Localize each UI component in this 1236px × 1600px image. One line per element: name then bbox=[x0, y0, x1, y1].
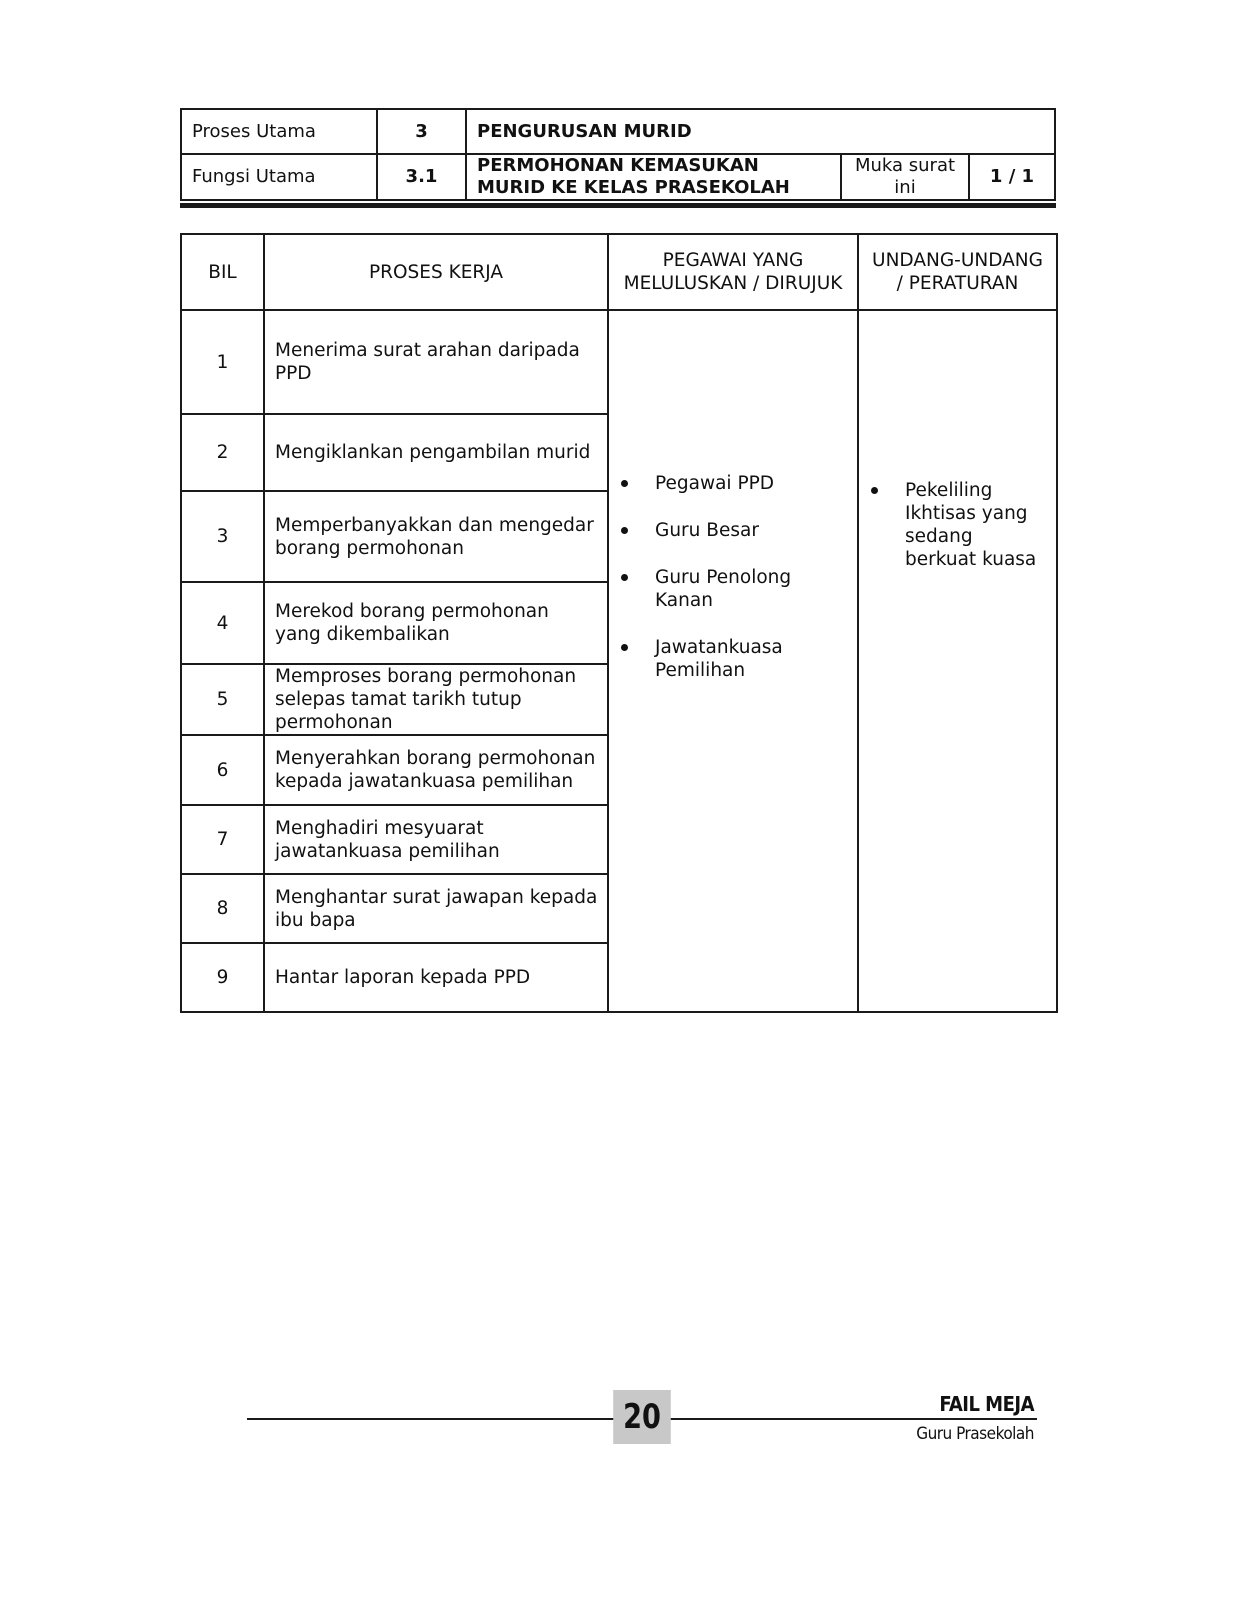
pegawai-cell bbox=[608, 310, 858, 1012]
row-number: 6 bbox=[181, 735, 264, 805]
muka-surat-value: 1 / 1 bbox=[969, 154, 1055, 200]
row-number: 1 bbox=[181, 310, 264, 414]
list-item: Guru Penolong Kanan bbox=[609, 566, 847, 612]
row-process: Memperbanyakkan dan mengedar borang permohonan bbox=[264, 491, 608, 582]
table-row bbox=[181, 310, 1057, 414]
column-header-undang: UNDANG-UNDANG / PERATURAN bbox=[858, 234, 1057, 310]
proses-utama-title: PENGURUSAN MURID bbox=[466, 109, 1055, 154]
proses-utama-number: 3 bbox=[377, 109, 466, 154]
column-header-proses: PROSES KERJA bbox=[264, 234, 608, 310]
row-process: Hantar laporan kepada PPD bbox=[264, 943, 608, 1012]
row-process: Mengiklankan pengambilan murid bbox=[264, 414, 608, 491]
pegawai-list bbox=[609, 472, 847, 682]
row-process: Memproses borang permohonan selepas tamat tarikh tutup permohonan bbox=[264, 664, 608, 735]
row-number: 3 bbox=[181, 491, 264, 582]
fungsi-utama-number: 3.1 bbox=[377, 154, 466, 200]
footer-title: FAIL MEJA bbox=[939, 1392, 1034, 1416]
muka-surat-label: Muka surat ini bbox=[841, 154, 969, 200]
row-number: 4 bbox=[181, 582, 264, 664]
page-number: 20 bbox=[613, 1390, 671, 1444]
row-number: 9 bbox=[181, 943, 264, 1012]
list-item: Jawatankuasa Pemilihan bbox=[609, 636, 847, 682]
list-item: Guru Besar bbox=[609, 519, 847, 542]
row-number: 7 bbox=[181, 805, 264, 874]
fungsi-utama-label: Fungsi Utama bbox=[181, 154, 377, 200]
row-process: Menerima surat arahan daripada PPD bbox=[264, 310, 608, 414]
column-header-pegawai: PEGAWAI YANG MELULUSKAN / DIRUJUK bbox=[608, 234, 858, 310]
undang-list bbox=[859, 479, 1046, 571]
column-header-bil: BIL bbox=[181, 234, 264, 310]
row-process: Merekod borang permohonan yang dikembalikan bbox=[264, 582, 608, 664]
fungsi-utama-title: PERMOHONAN KEMASUKAN MURID KE KELAS PRASEKOLAH bbox=[466, 154, 841, 200]
row-process: Menghadiri mesyuarat jawatankuasa pemilihan bbox=[264, 805, 608, 874]
list-item: Pegawai PPD bbox=[609, 472, 847, 495]
header-divider bbox=[180, 203, 1056, 208]
row-number: 2 bbox=[181, 414, 264, 491]
row-process: Menyerahkan borang permohonan kepada jawatankuasa pemilihan bbox=[264, 735, 608, 805]
row-number: 8 bbox=[181, 874, 264, 943]
row-number: 5 bbox=[181, 664, 264, 735]
process-table bbox=[180, 233, 1058, 1013]
undang-cell bbox=[858, 310, 1057, 1012]
header-table bbox=[180, 108, 1056, 201]
footer-subtitle: Guru Prasekolah bbox=[916, 1424, 1034, 1444]
list-item: Pekeliling Ikhtisas yang sedang berkuat kuasa bbox=[859, 479, 1046, 571]
row-process: Menghantar surat jawapan kepada ibu bapa bbox=[264, 874, 608, 943]
proses-utama-label: Proses Utama bbox=[181, 109, 377, 154]
